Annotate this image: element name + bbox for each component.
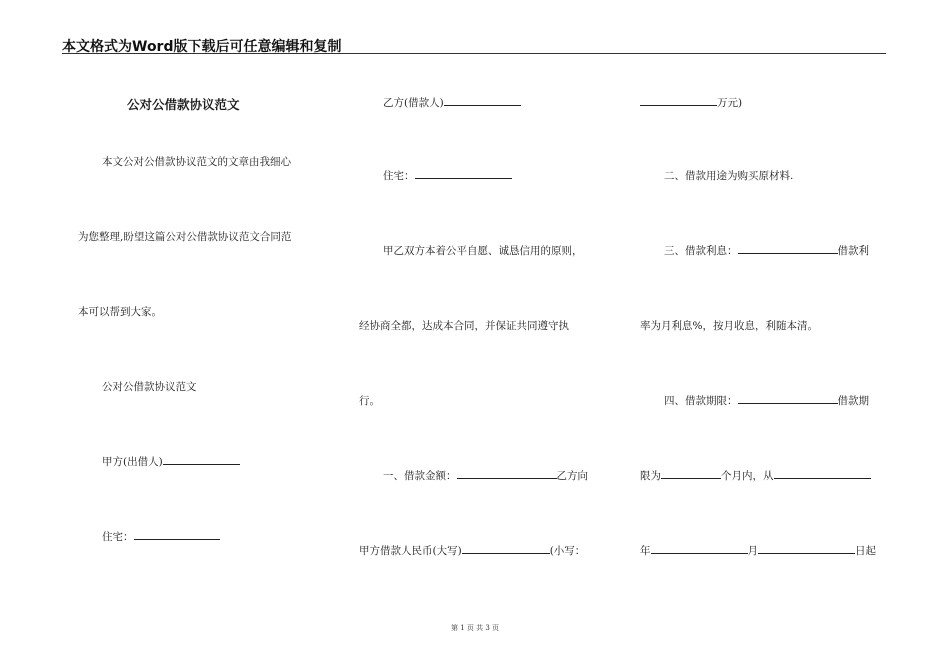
term-day-label: 日起 [855, 545, 876, 557]
loan-amount-small-blank [640, 95, 717, 106]
party-a-address-line [102, 529, 220, 544]
loan-amount-line-2 [359, 543, 585, 558]
loan-amount-line-1 [383, 468, 588, 483]
party-b-address-line [383, 168, 512, 183]
party-b-line [383, 95, 521, 110]
term-month-blank [651, 543, 748, 554]
term-line-3 [640, 543, 876, 558]
loan-amount-unit: 万元) [717, 97, 743, 109]
term-line-2 [640, 468, 871, 483]
party-a-address-label: 住宅： [102, 531, 134, 543]
term-label: 四、借款期限： [664, 395, 738, 407]
principle-line-2: 经协商全都，达成本合同，并保证共同遵守执 [359, 320, 569, 332]
loan-amount-line-3 [640, 95, 742, 110]
term-months-mid: 个月内，从 [721, 470, 774, 482]
term-months-prefix: 限为 [640, 470, 661, 482]
principle-line-1: 甲乙双方本着公平自愿、诚恳信用的原则， [383, 245, 583, 257]
party-b-blank [444, 95, 521, 106]
term-month-label: 月 [747, 545, 758, 557]
loan-amount-small-label: (小写： [549, 545, 586, 557]
term-line-1 [664, 393, 869, 408]
page-footer: 第 1 页 共 3 页 [450, 624, 500, 632]
interest-label: 三、借款利息： [664, 245, 738, 257]
party-b-label: 乙方(借款人) [383, 97, 444, 109]
party-a-blank [163, 454, 240, 465]
loan-amount-suffix: 乙方向 [556, 470, 588, 482]
intro-line-3: 本可以帮到大家。 [78, 306, 162, 318]
section-subtitle: 公对公借款协议范文 [102, 381, 197, 393]
term-day-blank [758, 543, 855, 554]
intro-line-2: 为您整理,盼望这篇公对公借款协议范文合同范 [78, 231, 292, 243]
party-a-address-blank [134, 529, 220, 540]
loan-amount-capital-label: 甲方借款人民币(大写) [359, 545, 462, 557]
loan-amount-capital-blank [462, 543, 550, 554]
term-start-blank [774, 468, 871, 479]
party-b-address-blank [415, 168, 512, 179]
intro-line-1: 本文公对公借款协议范文的文章由我细心 [102, 156, 291, 168]
party-a-line [102, 454, 240, 469]
document-title: 公对公借款协议范文 [127, 97, 240, 112]
term-suffix: 借款期 [837, 395, 869, 407]
party-a-label: 甲方(出借人) [102, 456, 163, 468]
interest-line-2: 率为月利息%，按月收息，利随本清。 [640, 320, 818, 332]
term-months-blank [661, 468, 721, 479]
principle-line-3: 行。 [359, 395, 380, 407]
interest-line-1 [664, 243, 869, 258]
header-divider [62, 53, 886, 54]
term-year-label: 年 [640, 545, 651, 557]
party-b-address-label: 住宅： [383, 170, 415, 182]
loan-amount-label: 一、借款金额： [383, 470, 457, 482]
interest-suffix: 借款利 [837, 245, 869, 257]
loan-purpose-line: 二、借款用途为购买原材料. [664, 170, 794, 182]
loan-amount-blank [457, 468, 557, 479]
document-header: 本文格式为Word版下载后可任意编辑和复制 [62, 39, 342, 55]
term-blank [738, 393, 838, 404]
interest-blank [738, 243, 838, 254]
